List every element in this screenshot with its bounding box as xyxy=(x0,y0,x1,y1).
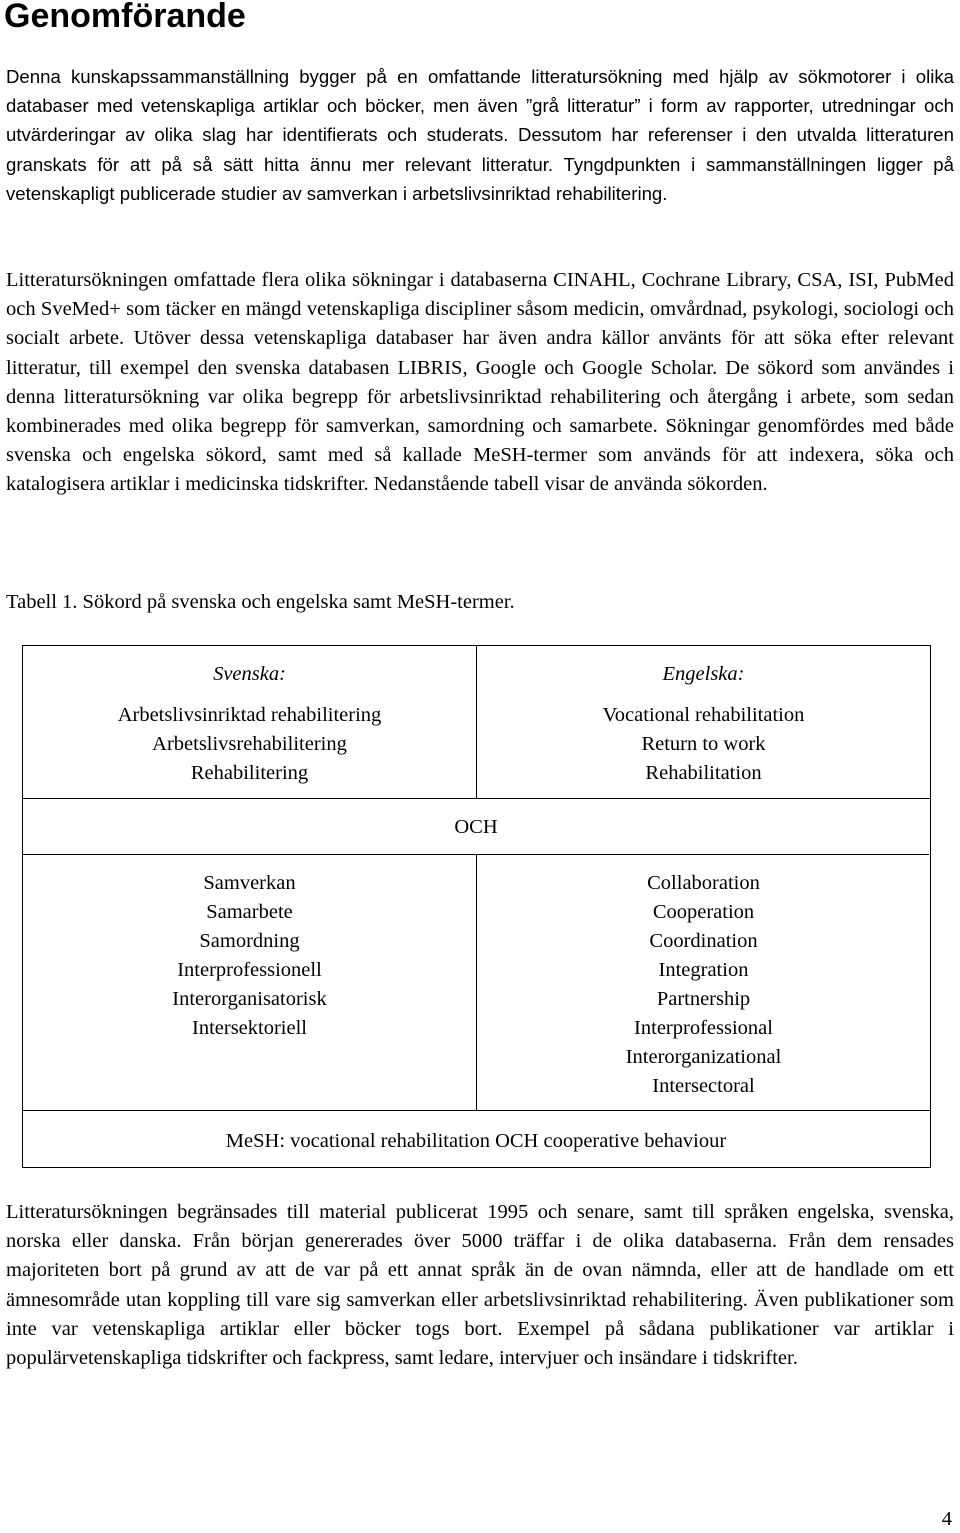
search-term: Rehabilitation xyxy=(645,762,762,784)
swedish-rehab-cell xyxy=(23,646,477,799)
search-term: Interorganisatorisk xyxy=(172,988,327,1010)
page-number: 4 xyxy=(941,1508,952,1530)
search-term: Samordning xyxy=(199,930,300,952)
search-term: Interprofessional xyxy=(634,1017,773,1039)
search-term: Integration xyxy=(658,959,749,981)
search-term: Samarbete xyxy=(206,901,293,923)
search-term: Arbetslivsrehabilitering xyxy=(152,733,347,755)
search-term: Vocational rehabilitation xyxy=(602,704,805,726)
search-term: Cooperation xyxy=(652,901,755,923)
search-term: Samverkan xyxy=(203,872,296,894)
table-caption: Tabell 1. Sökord på svenska och engelska samt MeSH-termer. xyxy=(6,591,515,613)
search-term: Intersectoral xyxy=(652,1075,755,1097)
search-term: Interprofessionell xyxy=(177,959,322,981)
intro-paragraph: Denna kunskapssammanställning bygger på en omfattande litteratursökning med hjälp av sökmotorer i olika databaser med vetenskapliga artiklar och böcker, men även ”grå litteratur” i form av rapporter, utredningar och utvärderingar av olika slag har identifierats och studerats. Dessutom har referenser i den utvalda litteraturen granskats för att på så sätt hitta ännu mer relevant litteratur. Tyngdpunkten i sammanställningen ligger på vetenskapligt publicerade studier av samverkan i arbetslivsinriktad rehabilitering. xyxy=(6,66,954,204)
search-term: Arbetslivsinriktad rehabilitering xyxy=(117,704,382,726)
mesh-terms: MeSH: vocational rehabilitation OCH cooperative behaviour xyxy=(225,1130,727,1152)
boolean-operator-row xyxy=(23,799,929,855)
mesh-row xyxy=(23,1111,929,1167)
search-method-paragraph: Litteratursökningen omfattade flera olika sökningar i databaserna CINAHL, Cochrane Library, CSA, ISI, PubMed och SveMed+ som täcker en mängd vetenskapliga discipliner såsom medicin, omvårdnad, psykologi, sociologi och socialt arbete. Utöver dessa vetenskapliga databaser har även andra källor använts för att söka efter relevant litteratur, till exempel den svenska databasen LIBRIS, Google och Google Scholar. De sökord som användes i denna litteratursökning var olika begrepp för arbetslivsinriktad rehabilitering och återgång i arbete, som sedan kombinerades med olika begrepp för samverkan, samordning och samarbete. Sökningar genomfördes med både svenska och engelska sökord, samt med så kallade MeSH-termer som används för att indexera, söka och katalogisera artiklar i medicinska tidskrifter. Nedanstående tabell visar de använda sökorden. xyxy=(6,269,954,496)
english-collab-cell xyxy=(477,855,930,1111)
section-heading: Genomförande xyxy=(4,0,246,35)
search-term: Coordination xyxy=(649,930,758,952)
search-term: Return to work xyxy=(641,733,766,755)
search-term: Interorganizational xyxy=(625,1046,782,1068)
english-rehab-cell xyxy=(477,646,930,799)
search-term: Rehabilitering xyxy=(190,762,309,784)
search-terms-table xyxy=(22,645,931,1168)
english-column-header: Engelska: xyxy=(662,663,745,685)
swedish-column-header: Svenska: xyxy=(213,663,286,685)
swedish-collab-cell xyxy=(23,855,477,1111)
boolean-operator: OCH xyxy=(454,816,498,838)
search-term: Intersektoriell xyxy=(192,1017,307,1039)
search-term: Collaboration xyxy=(647,872,760,894)
limitation-paragraph: Litteratursökningen begränsades till material publicerat 1995 och senare, samt till språken engelska, svenska, norska eller danska. Från början genererades över 5000 träffar i de olika databaserna. Från dem rensades majoriteten bort på grund av att de var på ett annat språk än de ovan nämnda, eller att de handlade om ett ämnesområde utan koppling till vare sig samverkan eller arbetslivsinriktad rehabilitering. Även publikationer som inte var vetenskapliga artiklar eller böcker togs bort. Exempel på sådana publikationer var artiklar i populärvetenskapliga tidskrifter och fackpress, samt ledare, intervjuer och insändare i tidskrifter. xyxy=(6,1201,954,1370)
search-term: Partnership xyxy=(656,988,751,1010)
